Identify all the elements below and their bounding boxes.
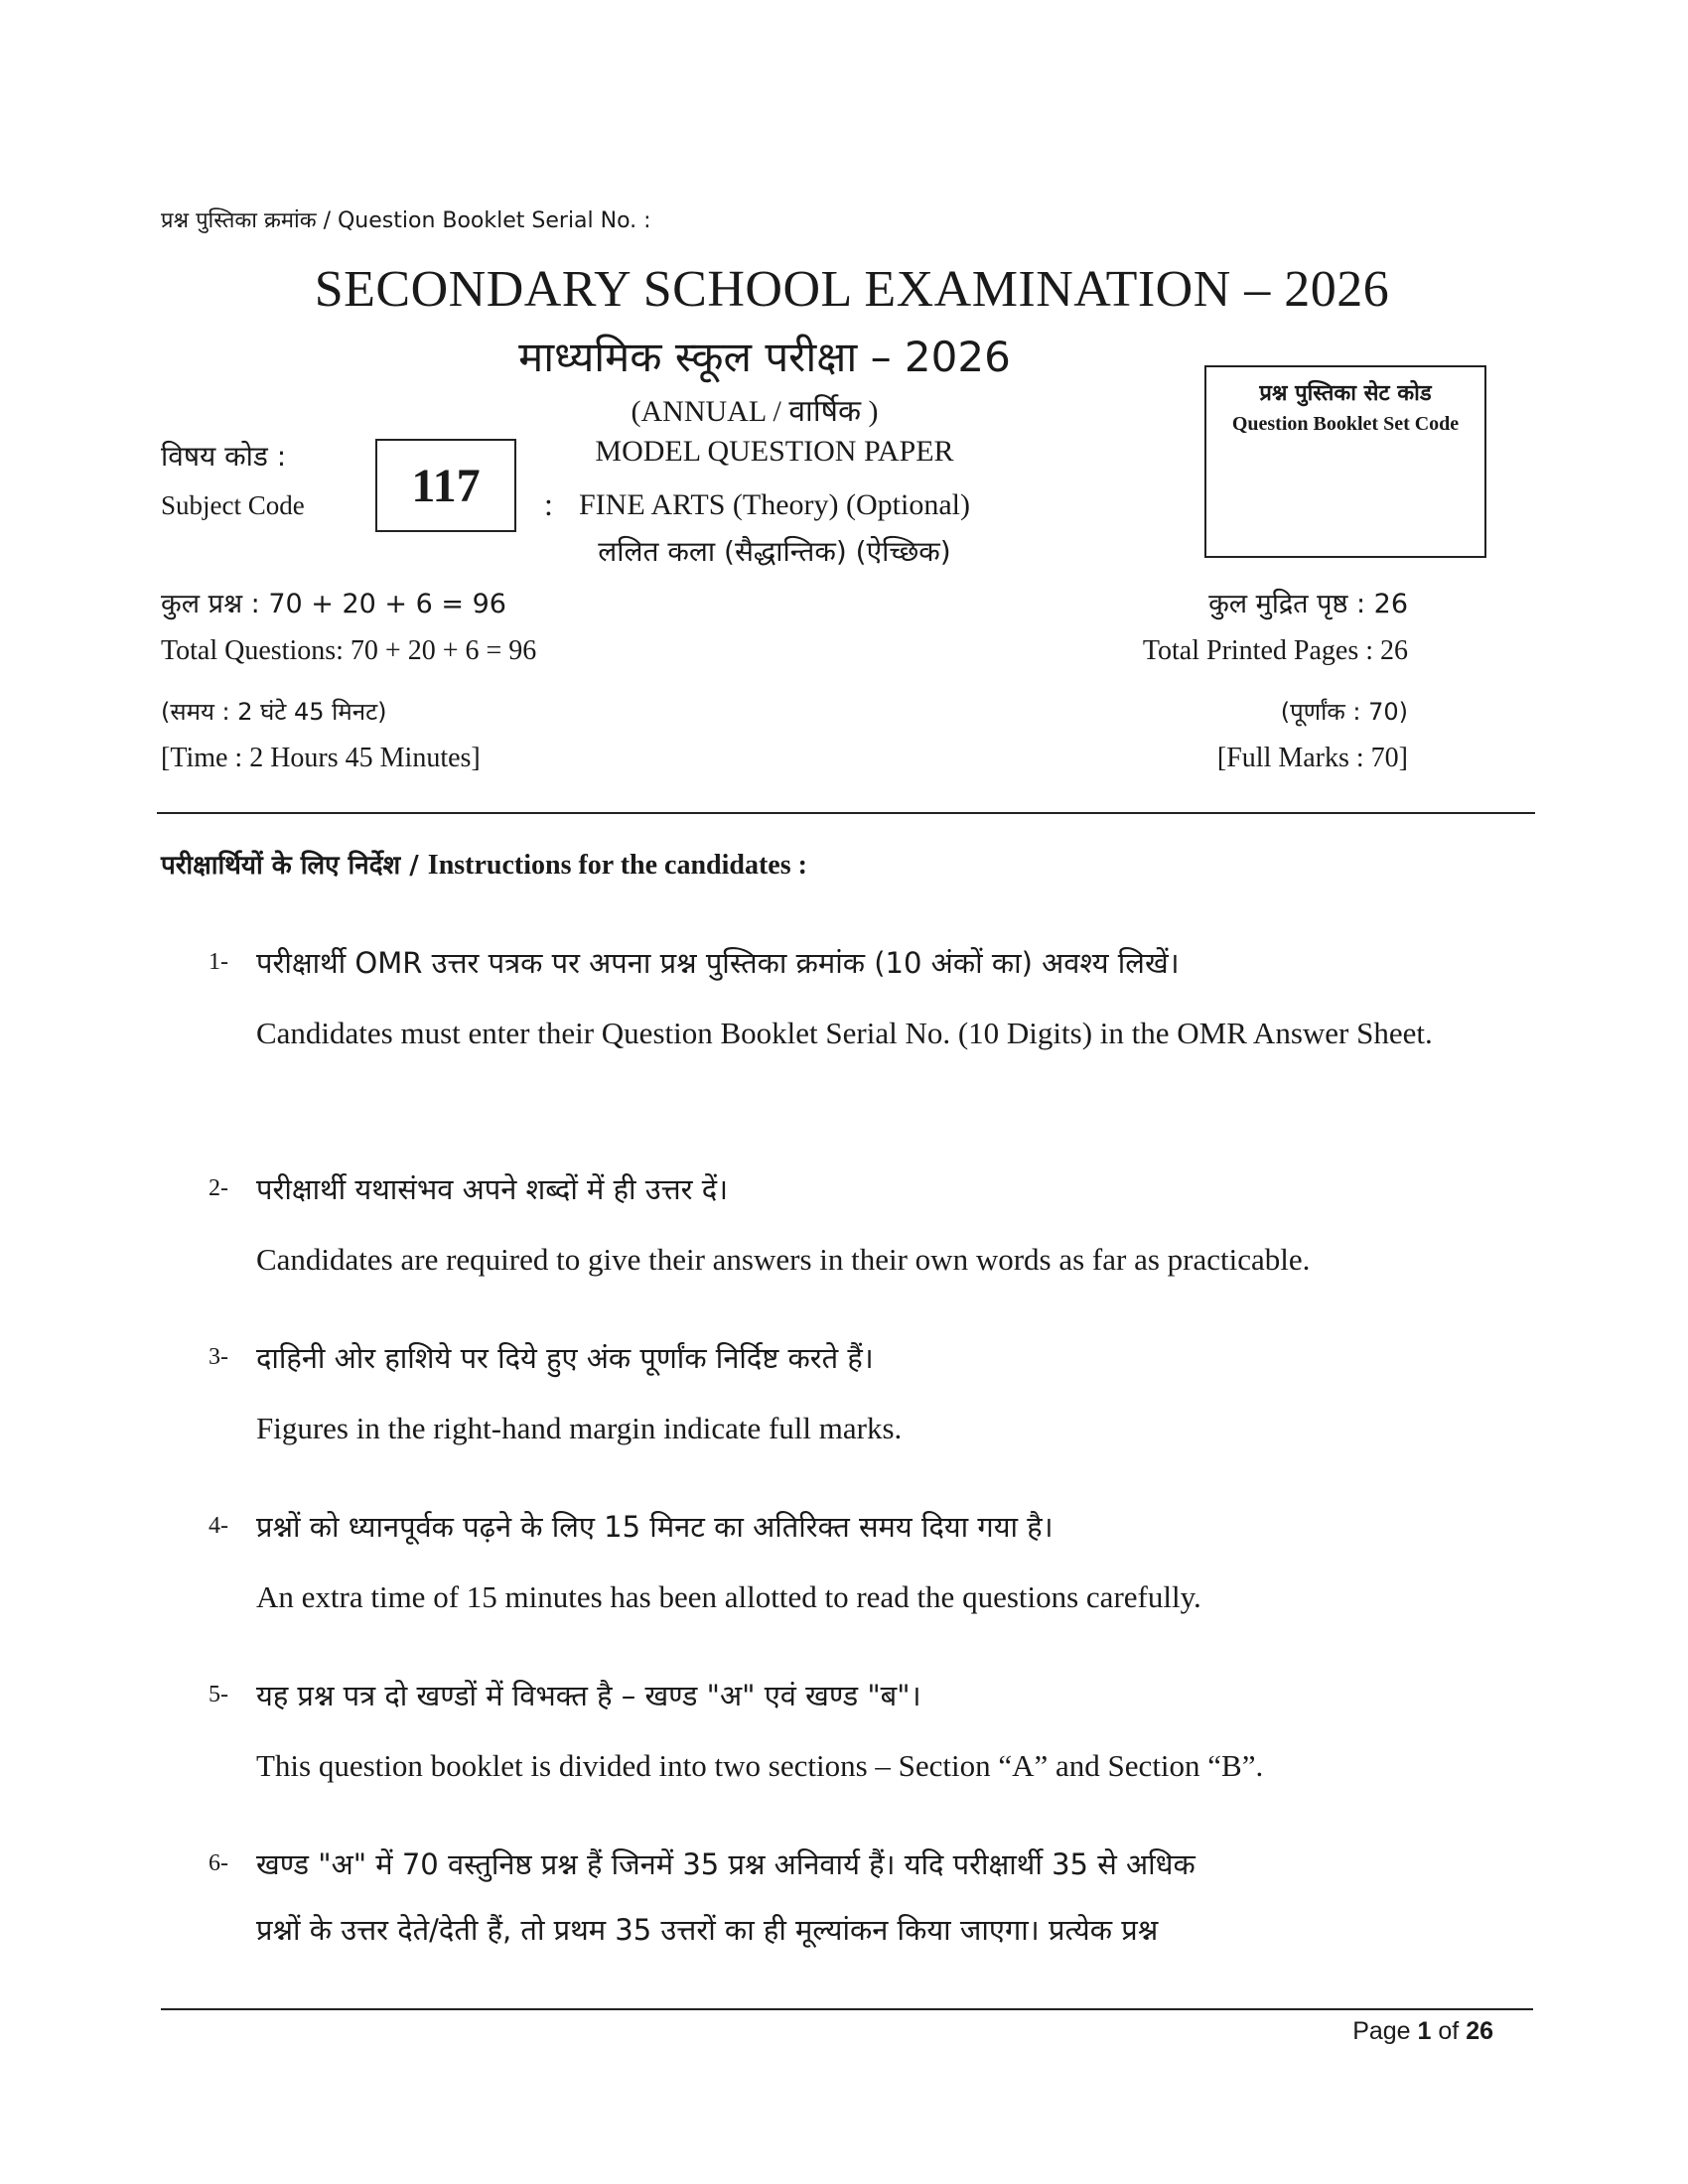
printed-pages-en: Total Printed Pages : 26 xyxy=(1142,635,1408,666)
subject-code-label-en: Subject Code xyxy=(161,490,305,520)
instruction-text-en: Candidates are required to give their answers in their own words as far as practicable. xyxy=(256,1242,1311,1277)
exam-title-en: SECONDARY SCHOOL EXAMINATION – 2026 xyxy=(314,261,1390,318)
instructions-heading-hi: परीक्षार्थियों के लिए निर्देश / xyxy=(161,851,428,881)
header-divider xyxy=(157,812,1535,814)
subject-code-label-hi: विषय कोड : xyxy=(161,440,287,473)
instruction-number: 4- xyxy=(209,1513,228,1539)
instruction-text-en: An extra time of 15 minutes has been allotted to read the questions carefully. xyxy=(256,1579,1201,1614)
instructions-heading xyxy=(161,846,807,882)
instruction-number: 5- xyxy=(209,1682,228,1707)
page-of: of xyxy=(1431,2017,1467,2045)
instruction-text-en: Figures in the right-hand margin indicate full marks. xyxy=(256,1411,903,1445)
instruction-text-hi: दाहिनी ओर हाशिये पर दिये हुए अंक पूर्णांक निर्दिष्ट करते हैं। xyxy=(256,1341,874,1375)
time-en: [Time : 2 Hours 45 Minutes] xyxy=(161,743,481,773)
instruction-text-hi: परीक्षार्थी यथासंभव अपने शब्दों में ही उत्तर दें। xyxy=(256,1172,729,1206)
time-hi: (समय : 2 घंटे 45 मिनट) xyxy=(161,698,387,726)
total-questions-hi: कुल प्रश्न : 70 + 20 + 6 = 96 xyxy=(161,589,506,619)
full-marks-hi: (पूर्णांक : 70) xyxy=(1280,698,1408,726)
subject-code-box: 117 xyxy=(375,439,516,532)
subject-name-hi: ललित कला (सैद्धान्तिक) (ऐच्छिक) xyxy=(598,535,951,568)
page-prefix: Page xyxy=(1352,2017,1418,2045)
total-questions-en: Total Questions: 70 + 20 + 6 = 96 xyxy=(161,635,537,666)
page-number xyxy=(1352,2017,1493,2046)
model-paper-label: MODEL QUESTION PAPER xyxy=(595,435,954,468)
page-total: 26 xyxy=(1466,2017,1493,2045)
footer-divider xyxy=(161,2008,1533,2010)
subject-code-colon: : xyxy=(544,486,553,522)
instruction-number: 6- xyxy=(209,1850,228,1876)
full-marks-en: [Full Marks : 70] xyxy=(1216,743,1408,773)
instructions-heading-en: Instructions for the candidates : xyxy=(427,850,807,881)
page-current: 1 xyxy=(1417,2017,1432,2045)
instruction-number: 1- xyxy=(209,949,228,975)
serial-number-label: प्रश्न पुस्तिका क्रमांक / Question Booklet Serial No. : xyxy=(161,208,651,233)
instruction-text-hi: परीक्षार्थी OMR उत्तर पत्रक पर अपना प्रश्न पुस्तिका क्रमांक (10 अंकों का) अवश्य लिखें। xyxy=(256,946,1180,980)
instruction-text-en: This question booklet is divided into two sections – Section “A” and Section “B”. xyxy=(256,1748,1264,1783)
printed-pages-hi: कुल मुद्रित पृष्ठ : 26 xyxy=(1208,589,1408,619)
instruction-text-hi: प्रश्नों को ध्यानपूर्वक पढ़ने के लिए 15 मिनट का अतिरिक्त समय दिया गया है। xyxy=(256,1510,1054,1544)
instruction-text-en: Candidates must enter their Question Booklet Serial No. (10 Digits) in the OMR Answer Sheet. xyxy=(256,1016,1433,1050)
set-code-label-hi: प्रश्न पुस्तिका सेट कोड xyxy=(1259,381,1432,406)
instruction-text-hi-continued: प्रश्नों के उत्तर देते/देती हैं, तो प्रथम 35 उत्तरों का ही मूल्यांकन किया जाएगा। प्रत्येक प्रश्न xyxy=(256,1913,1159,1947)
subject-name-en: FINE ARTS (Theory) (Optional) xyxy=(579,488,970,521)
exam-type: (ANNUAL / वार्षिक ) xyxy=(631,395,879,428)
instruction-number: 3- xyxy=(209,1344,228,1370)
set-code-label-en: Question Booklet Set Code xyxy=(1231,413,1460,435)
instruction-number: 2- xyxy=(209,1175,228,1201)
instruction-text-hi: खण्ड "अ" में 70 वस्तुनिष्ठ प्रश्न हैं जिनमें 35 प्रश्न अनिवार्य हैं। यदि परीक्षार्थी 35 से अधिक xyxy=(256,1847,1196,1881)
instruction-text-hi: यह प्रश्न पत्र दो खण्डों में विभक्त है – खण्ड "अ" एवं खण्ड "ब"। xyxy=(256,1679,921,1712)
exam-title-hi: माध्यमिक स्कूल परीक्षा – 2026 xyxy=(518,333,1011,381)
